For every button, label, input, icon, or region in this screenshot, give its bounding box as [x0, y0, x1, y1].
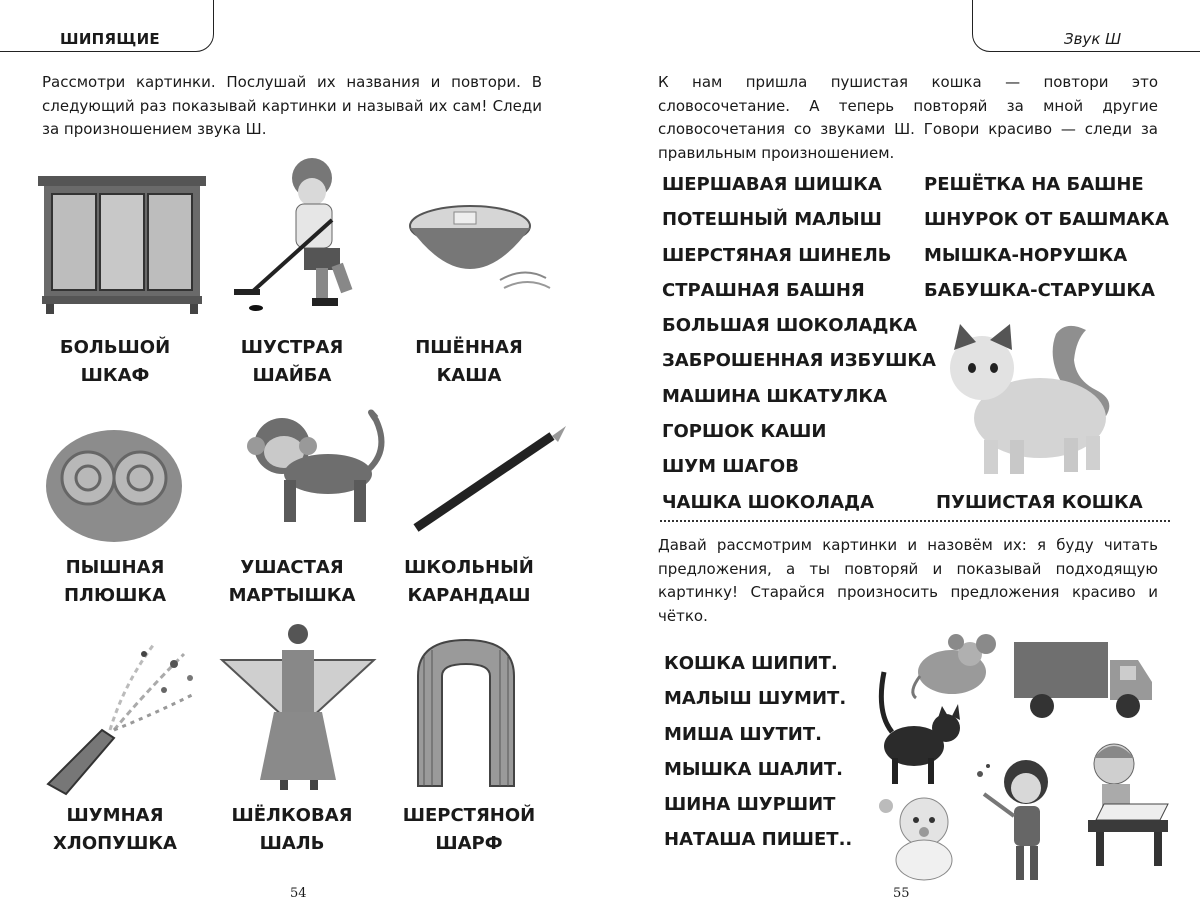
phrase-item: СТРАШНАЯ БАШНЯ	[662, 279, 865, 301]
dotted-divider	[660, 520, 1170, 522]
caption-line: ШКОЛЬНЫЙ	[404, 557, 534, 578]
caption-wardrobe	[35, 334, 195, 390]
truck-image	[1012, 638, 1154, 724]
phrase-item: МАШИНА ШКАТУЛКА	[662, 385, 888, 407]
phrase-item: ШУМ ШАГОВ	[662, 456, 799, 478]
caption-popper	[35, 802, 195, 858]
sound-title: Звук Ш	[1064, 30, 1122, 48]
sentence-item: МИША ШУТИТ.	[664, 723, 822, 745]
phrase-list-col2	[924, 167, 1169, 308]
caption-line: УШАСТАЯ	[240, 557, 344, 578]
caption-line: ШКАФ	[80, 365, 150, 386]
caption-line: ШЁЛКОВАЯ	[231, 805, 353, 826]
hockey-player-image	[232, 152, 382, 312]
porridge-bowl-image	[404, 200, 552, 300]
phrase-list-col1	[662, 167, 936, 520]
scarf-image	[408, 636, 524, 790]
section-title: ШИПЯЩИЕ	[60, 30, 160, 48]
right-instruction-2: Давай рассмотрим картинки и назовём их: я буду читать предложения, а ты повторяй и показывай подходящую картинку! Старайся произносить предложения красиво и чётко.	[658, 536, 1158, 625]
phrase-item: БАБУШКА-СТАРУШКА	[924, 279, 1155, 301]
girl-writing-image	[1074, 740, 1170, 868]
left-instruction: Рассмотри картинки. Послушай их названия и повтори. В следующий раз показывай картинки и называй их сам! Следи за произношением звука Ш.	[42, 73, 542, 138]
baby-image	[878, 792, 970, 884]
caption-line: БОЛЬШОЙ	[59, 337, 171, 358]
cat-caption: ПУШИСТАЯ КОШКА	[936, 492, 1143, 513]
phrase-item: ПОТЕШНЫЙ МАЛЫШ	[662, 209, 882, 231]
sentence-item: НАТАША ПИШЕТ..	[664, 829, 853, 851]
phrase-item: МЫШКА-НОРУШКА	[924, 244, 1128, 266]
page-number-right: 55	[893, 886, 910, 901]
phrase-item: РЕШЁТКА НА БАШНЕ	[924, 174, 1144, 195]
caption-line: ПЛЮШКА	[63, 585, 167, 606]
phrase-item: БОЛЬШАЯ ШОКОЛАДКА	[662, 315, 918, 337]
bun-image	[44, 428, 184, 544]
caption-line: ШАЛЬ	[259, 833, 325, 854]
page-number-left: 54	[290, 886, 307, 901]
caption-shawl	[212, 802, 372, 858]
monkey-image	[244, 410, 394, 530]
caption-line: ШУСТРАЯ	[240, 337, 344, 358]
caption-porridge	[389, 334, 549, 390]
phrase-item: ГОРШОК КАШИ	[662, 421, 827, 443]
phrase-item: ШЕРШАВАЯ ШИШКА	[662, 174, 882, 195]
caption-monkey	[212, 554, 372, 610]
caption-line: ПШЁННАЯ	[415, 337, 523, 358]
sentence-item: МЫШКА ШАЛИТ.	[664, 758, 844, 780]
caption-line: ШАРФ	[435, 833, 503, 854]
caption-line: КАША	[436, 365, 502, 386]
caption-line: КАРАНДАШ	[407, 585, 531, 606]
sentence-list	[664, 646, 852, 858]
phrase-item: ЗАБРОШЕННАЯ ИЗБУШКА	[662, 350, 936, 372]
black-cat-image	[870, 662, 970, 790]
wardrobe-image	[36, 172, 208, 316]
cat-image	[946, 320, 1116, 480]
party-popper-image	[44, 634, 200, 794]
boy-image	[970, 758, 1062, 886]
caption-line: ШУМНАЯ	[66, 805, 164, 826]
woman-shawl-image	[218, 620, 384, 794]
caption-pencil	[389, 554, 549, 610]
phrase-item: ШНУРОК ОТ БАШМАКА	[924, 209, 1169, 231]
phrase-item: ЧАШКА ШОКОЛАДА	[662, 491, 875, 513]
sentence-item: ШИНА ШУРШИТ	[664, 794, 836, 816]
caption-line: МАРТЫШКА	[228, 585, 356, 606]
caption-line: ШАЙБА	[252, 365, 332, 386]
caption-puck	[212, 334, 372, 390]
sentence-item: МАЛЫШ ШУМИТ.	[664, 688, 847, 710]
pencil-image	[408, 424, 568, 536]
caption-bun	[35, 554, 195, 610]
phrase-item: ШЕРСТЯНАЯ ШИНЕЛЬ	[662, 244, 892, 266]
sentence-item: КОШКА ШИПИТ.	[664, 653, 838, 674]
caption-line: ХЛОПУШКА	[53, 833, 177, 854]
caption-scarf	[389, 802, 549, 858]
caption-line: ПЫШНАЯ	[65, 557, 165, 578]
caption-line: ШЕРСТЯНОЙ	[402, 805, 536, 826]
right-instruction: К нам пришла пушистая кошка — повтори это словосочетание. А теперь повторяй за мной другие словосочетания со звуками Ш. Говори красиво — следи за правильным произношением.	[658, 73, 1158, 162]
